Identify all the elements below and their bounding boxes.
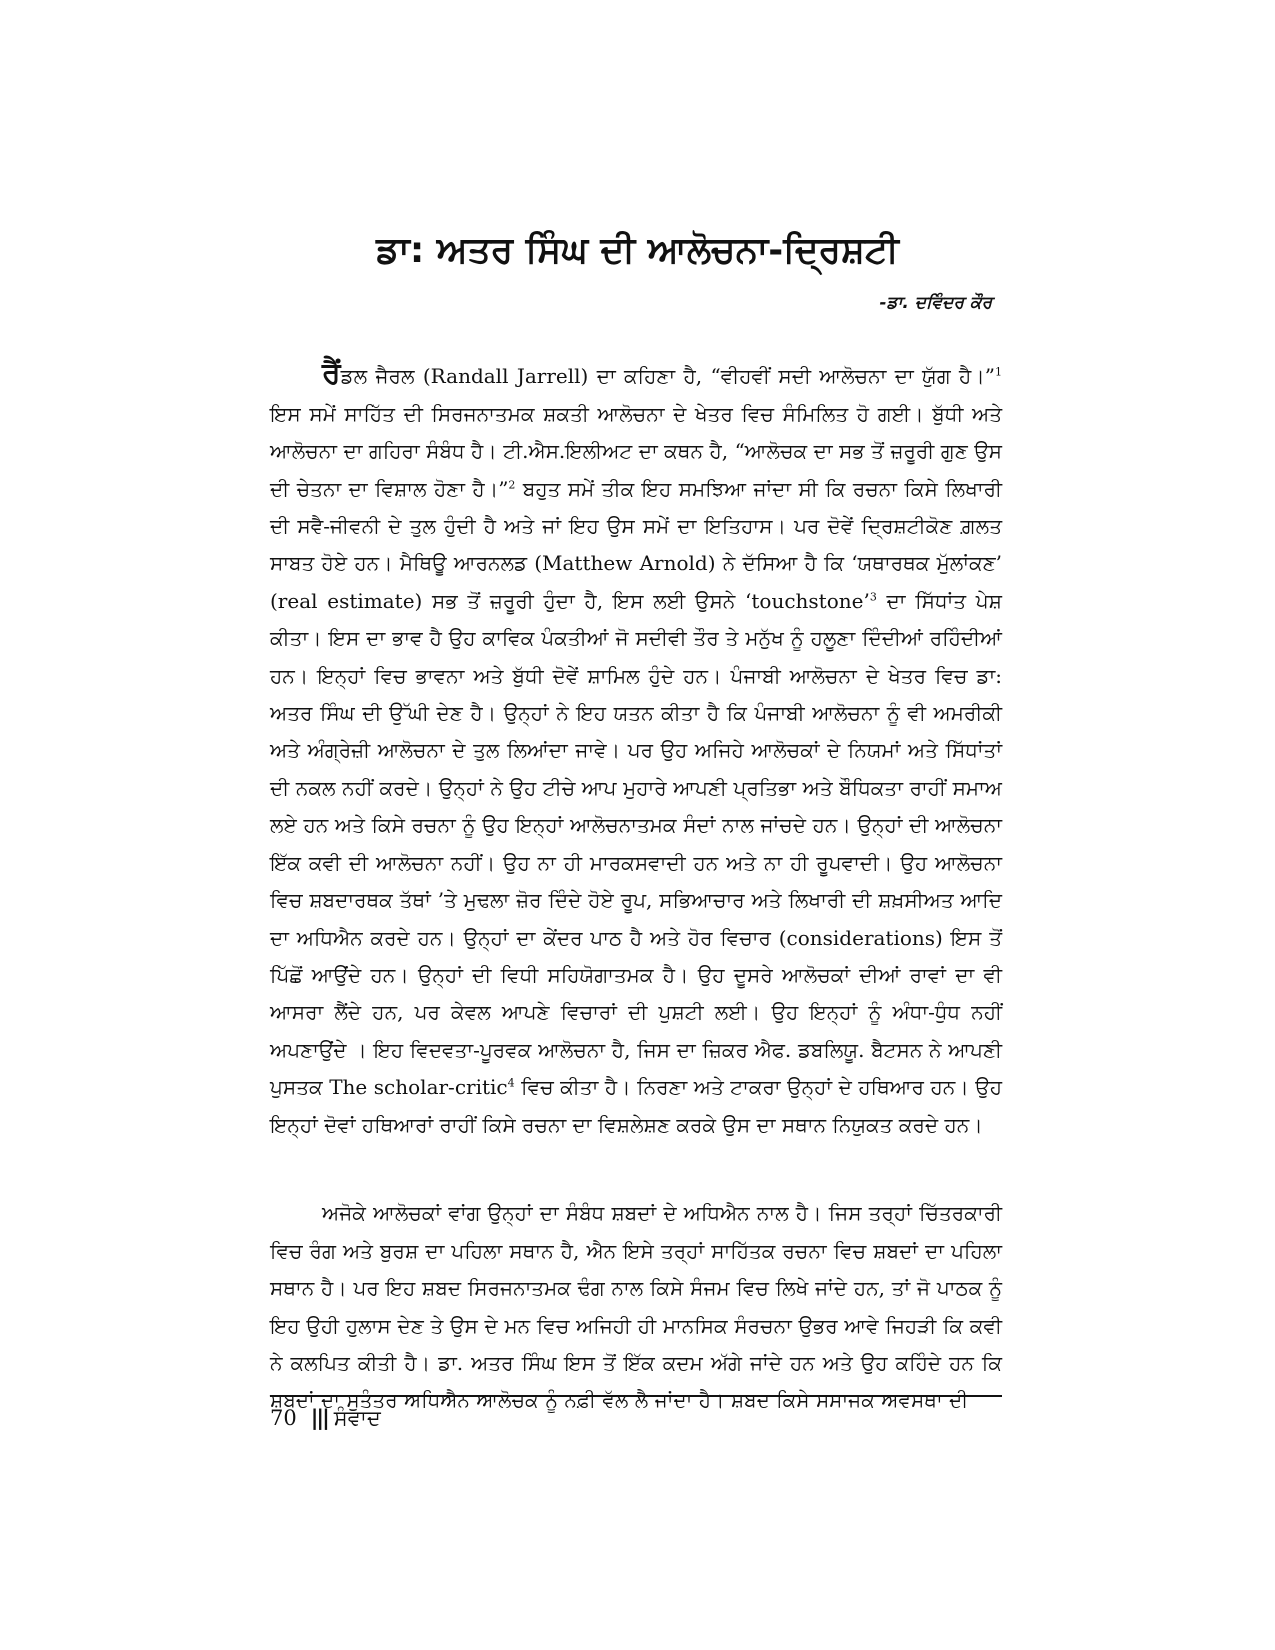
- paragraph-1: [270, 355, 1002, 1144]
- footnote-ref: 2: [508, 477, 516, 491]
- footnote-ref: 1: [995, 365, 1002, 379]
- article-body: [270, 318, 1002, 1457]
- paragraph-2: ਅਜੋਕੇ ਆਲੋਚਕਾਂ ਵਾਂਗ ਉਨ੍ਹਾਂ ਦਾ ਸੰਬੰਧ ਸ਼ਬਦਾਂ ਦੇ ਅਧਿਐਨ ਨਾਲ ਹੈ। ਜਿਸ ਤਰ੍ਹਾਂ ਚਿੱਤਰਕਾਰੀ ਵਿਚ ਰੰਗ ਅਤੇ ਬੁਰਸ਼ ਦਾ ਪਹਿਲਾ ਸਥਾਨ ਹੈ, ਐਨ ਇਸੇ ਤਰ੍ਹਾਂ ਸਾਹਿੱਤਕ ਰਚਨਾ ਵਿਚ ਸ਼ਬਦਾਂ ਦਾ ਪਹਿਲਾ ਸਥਾਨ ਹੈ। ਪਰ ਇਹ ਸ਼ਬਦ ਸਿਰਜਨਾਤਮਕ ਢੰਗ ਨਾਲ ਕਿਸੇ ਸੰਜਮ ਵਿਚ ਲਿਖੇ ਜਾਂਦੇ ਹਨ, ਤਾਂ ਜੋ ਪਾਠਕ ਨੂੰ ਇਹ ਉਹੀ ਹੁਲਾਸ ਦੇਣ ਤੇ ਉਸ ਦੇ ਮਨ ਵਿਚ ਅਜਿਹੀ ਹੀ ਮਾਨਸਿਕ ਸੰਰਚਨਾ ਉਭਰ ਆਵੇ ਜਿਹੜੀ ਕਿ ਕਵੀ ਨੇ ਕਲਪਿਤ ਕੀਤੀ ਹੈ। ਡਾ. ਅਤਰ ਸਿੰਘ ਇਸ ਤੋਂ ਇੱਕ ਕਦਮ ਅੱਗੇ ਜਾਂਦੇ ਹਨ ਅਤੇ ਉਹ ਕਹਿੰਦੇ ਹਨ ਕਿ ਸ਼ਬਦਾਂ ਦਾ ਸੁਤੰਤਰ ਅਧਿਐਨ ਆਲੋਚਕ ਨੂੰ ਨਫ਼ੀ ਵੱਲ ਲੈ ਜਾਂਦਾ ਹੈ। ਸ਼ਬਦ ਕਿਸੇ ਸਮਾਜਕ ਅਵਸਥਾ ਦੀ: [270, 1201, 1002, 1413]
- author-byline: -ਡਾ. ਦਵਿੰਦਰ ਕੌਰ: [879, 293, 992, 313]
- article-title: ਡਾ: ਅਤਰ ਸਿੰਘ ਦੀ ਆਲੋਚਨਾ-ਦ੍ਰਿਸ਼ਟੀ: [376, 230, 899, 271]
- page-footer: [270, 1402, 381, 1434]
- footnote-ref: 4: [507, 1076, 515, 1090]
- journal-mark-icon: |||: [310, 1406, 328, 1430]
- paragraph-text: ਇਸ ਸਮੇਂ ਸਾਹਿੱਤ ਦੀ ਸਿਰਜਨਾਤਮਕ ਸ਼ਕਤੀ ਆਲੋਚਨਾ ਦੇ ਖੇਤਰ ਵਿਚ ਸੰਮਿਲਿਤ ਹੋ ਗਈ। ਬੁੱਧੀ ਅਤੇ ਆਲੋਚਨਾ ਦਾ ਗਹਿਰਾ ਸੰਬੰਧ ਹੈ। ਟੀ.ਐਸ.ਇਲੀਅਟ ਦਾ ਕਥਨ ਹੈ, “ਆਲੋਚਕ ਦਾ ਸਭ ਤੋਂ ਜ਼ਰੂਰੀ ਗੁਣ ਉਸ ਦੀ ਚੇਤਨਾ ਦਾ ਵਿਸ਼ਾਲ ਹੋਣਾ ਹੈ।”: [270, 401, 1002, 501]
- footer-divider: [270, 1395, 1002, 1397]
- paragraph-text: ਦਾ ਸਿੱਧਾਂਤ ਪੇਸ਼ ਕੀਤਾ। ਇਸ ਦਾ ਭਾਵ ਹੈ ਉਹ ਕਾਵਿਕ ਪੰਕਤੀਆਂ ਜੋ ਸਦੀਵੀ ਤੌਰ ਤੇ ਮਨੁੱਖ ਨੂੰ ਹਲੂਣਾ ਦਿੰਦੀਆਂ ਰਹਿੰਦੀਆਂ ਹਨ। ਇਨ੍ਹਾਂ ਵਿਚ ਭਾਵਨਾ ਅਤੇ ਬੁੱਧੀ ਦੋਵੇਂ ਸ਼ਾਮਿਲ ਹੁੰਦੇ ਹਨ। ਪੰਜਾਬੀ ਆਲੋਚਨਾ ਦੇ ਖੇਤਰ ਵਿਚ ਡਾ: ਅਤਰ ਸਿੰਘ ਦੀ ਉੱਘੀ ਦੇਣ ਹੈ। ਉਨ੍ਹਾਂ ਨੇ ਇਹ ਯਤਨ ਕੀਤਾ ਹੈ ਕਿ ਪੰਜਾਬੀ ਆਲੋਚਨਾ ਨੂੰ ਵੀ ਅਮਰੀਕੀ ਅਤੇ ਅੰਗ੍ਰੇਜ਼ੀ ਆਲੋਚਨਾ ਦੇ ਤੁਲ ਲਿਆਂਦਾ ਜਾਵੇ। ਪਰ ਉਹ ਅਜਿਹੇ ਆਲੋਚਕਾਂ ਦੇ ਨਿਯਮਾਂ ਅਤੇ ਸਿੱਧਾਂਤਾਂ ਦੀ ਨਕਲ ਨਹੀਂ ਕਰਦੇ। ਉਨ੍ਹਾਂ ਨੇ ਉਹ ਟੀਚੇ ਆਪ ਮੁਹਾਰੇ ਆਪਣੀ ਪ੍ਰਤਿਭਾ ਅਤੇ ਬੌਧਿਕਤਾ ਰਾਹੀਂ ਸਮਾਅ ਲਏ ਹਨ ਅਤੇ ਕਿਸੇ ਰਚਨਾ ਨੂੰ ਉਹ ਇਨ੍ਹਾਂ ਆਲੋਚਨਾਤਮਕ ਸੰਦਾਂ ਨਾਲ ਜਾਂਚਦੇ ਹਨ। ਉਨ੍ਹਾਂ ਦੀ ਆਲੋਚਨਾ ਇੱਕ ਕਵੀ ਦੀ ਆਲੋਚਨਾ ਨਹੀਂ। ਉਹ ਨਾ ਹੀ ਮਾਰਕਸਵਾਦੀ ਹਨ ਅਤੇ ਨਾ ਹੀ ਰੂਪਵਾਦੀ। ਉਹ ਆਲੋਚਨਾ ਵਿਚ ਸ਼ਬਦਾਰਥਕ ਤੱਥਾਂ ’ਤੇ ਮੁਢਲਾ ਜ਼ੋਰ ਦਿੰਦੇ ਹੋਏ ਰੂਪ, ਸਭਿਆਚਾਰ ਅਤੇ ਲਿਖਾਰੀ ਦੀ ਸ਼ਖ਼ਸੀਅਤ ਆਦਿ ਦਾ ਅਧਿਐਨ ਕਰਦੇ ਹਨ। ਉਨ੍ਹਾਂ ਦਾ ਕੇਂਦਰ ਪਾਠ ਹੈ ਅਤੇ ਹੋਰ ਵਿਚਾਰ (considerations) ਇਸ ਤੋਂ ਪਿੱਛੋਂ ਆਉਂਦੇ ਹਨ। ਉਨ੍ਹਾਂ ਦੀ ਵਿਧੀ ਸਹਿਯੋਗਾਤਮਕ ਹੈ। ਉਹ ਦੂਸਰੇ ਆਲੋਚਕਾਂ ਦੀਆਂ ਰਾਵਾਂ ਦਾ ਵੀ ਆਸਰਾ ਲੈਂਦੇ ਹਨ, ਪਰ ਕੇਵਲ ਆਪਣੇ ਵਿਚਾਰਾਂ ਦੀ ਪੁਸ਼ਟੀ ਲਈ। ਉਹ ਇਨ੍ਹਾਂ ਨੂੰ ਅੰਧਾ-ਧੁੰਧ ਨਹੀਂ ਅਪਣਾਉਂਦੇ । ਇਹ ਵਿਦਵਤਾ-ਪੂਰਵਕ ਆਲੋਚਨਾ ਹੈ, ਜਿਸ ਦਾ ਜ਼ਿਕਰ ਐਫ. ਡਬਲਿਯੂ. ਬੈਟਸਨ ਨੇ ਆਪਣੀ ਪੁਸਤਕ The scholar-critic: [270, 588, 1002, 1100]
- paragraph-text: ਬਹੁਤ ਸਮੇਂ ਤੀਕ ਇਹ ਸਮਝਿਆ ਜਾਂਦਾ ਸੀ ਕਿ ਰਚਨਾ ਕਿਸੇ ਲਿਖਾਰੀ ਦੀ ਸਵੈ-ਜੀਵਨੀ ਦੇ ਤੁਲ ਹੁੰਦੀ ਹੈ ਅਤੇ ਜਾਂ ਇਹ ਉਸ ਸਮੇਂ ਦਾ ਇਤਿਹਾਸ। ਪਰ ਦੋਵੇਂ ਦ੍ਰਿਸ਼ਟੀਕੋਣ ਗ਼ਲਤ ਸਾਬਤ ਹੋਏ ਹਨ। ਮੈਥਿਊ ਆਰਨਲਡ (Matthew Arnold) ਨੇ ਦੱਸਿਆ ਹੈ ਕਿ ‘ਯਥਾਰਥਕ ਮੁੱਲਾਂਕਣ’ (real estimate) ਸਭ ਤੋਂ ਜ਼ਰੂਰੀ ਹੁੰਦਾ ਹੈ, ਇਸ ਲਈ ਉਸਨੇ ‘touchstone’: [270, 476, 1002, 613]
- journal-name: ਸੰਵਾਦ: [333, 1406, 381, 1430]
- footnote-ref: 3: [869, 590, 877, 604]
- page-number: 70: [270, 1406, 297, 1430]
- paragraph-text: ਡਲ ਜੈਰਲ (Randall Jarrell) ਦਾ ਕਹਿਣਾ ਹੈ, “ਵੀਹਵੀਂ ਸਦੀ ਆਲੋਚਨਾ ਦਾ ਯੁੱਗ ਹੈ।”: [340, 364, 995, 389]
- paragraph-text: ਵਿਚ ਕੀਤਾ ਹੈ। ਨਿਰਣਾ ਅਤੇ ਟਾਕਰਾ ਉਨ੍ਹਾਂ ਦੇ ਹਥਿਆਰ ਹਨ। ਉਹ ਇਨ੍ਹਾਂ ਦੋਵਾਂ ਹਥਿਆਰਾਂ ਰਾਹੀਂ ਕਿਸੇ ਰਚਨਾ ਦਾ ਵਿਸ਼ਲੇਸ਼ਣ ਕਰਕੇ ਉਸ ਦਾ ਸਥਾਨ ਨਿਯੁਕਤ ਕਰਦੇ ਹਨ।: [270, 1075, 1002, 1137]
- drop-cap: ਰੈਂ: [322, 356, 341, 392]
